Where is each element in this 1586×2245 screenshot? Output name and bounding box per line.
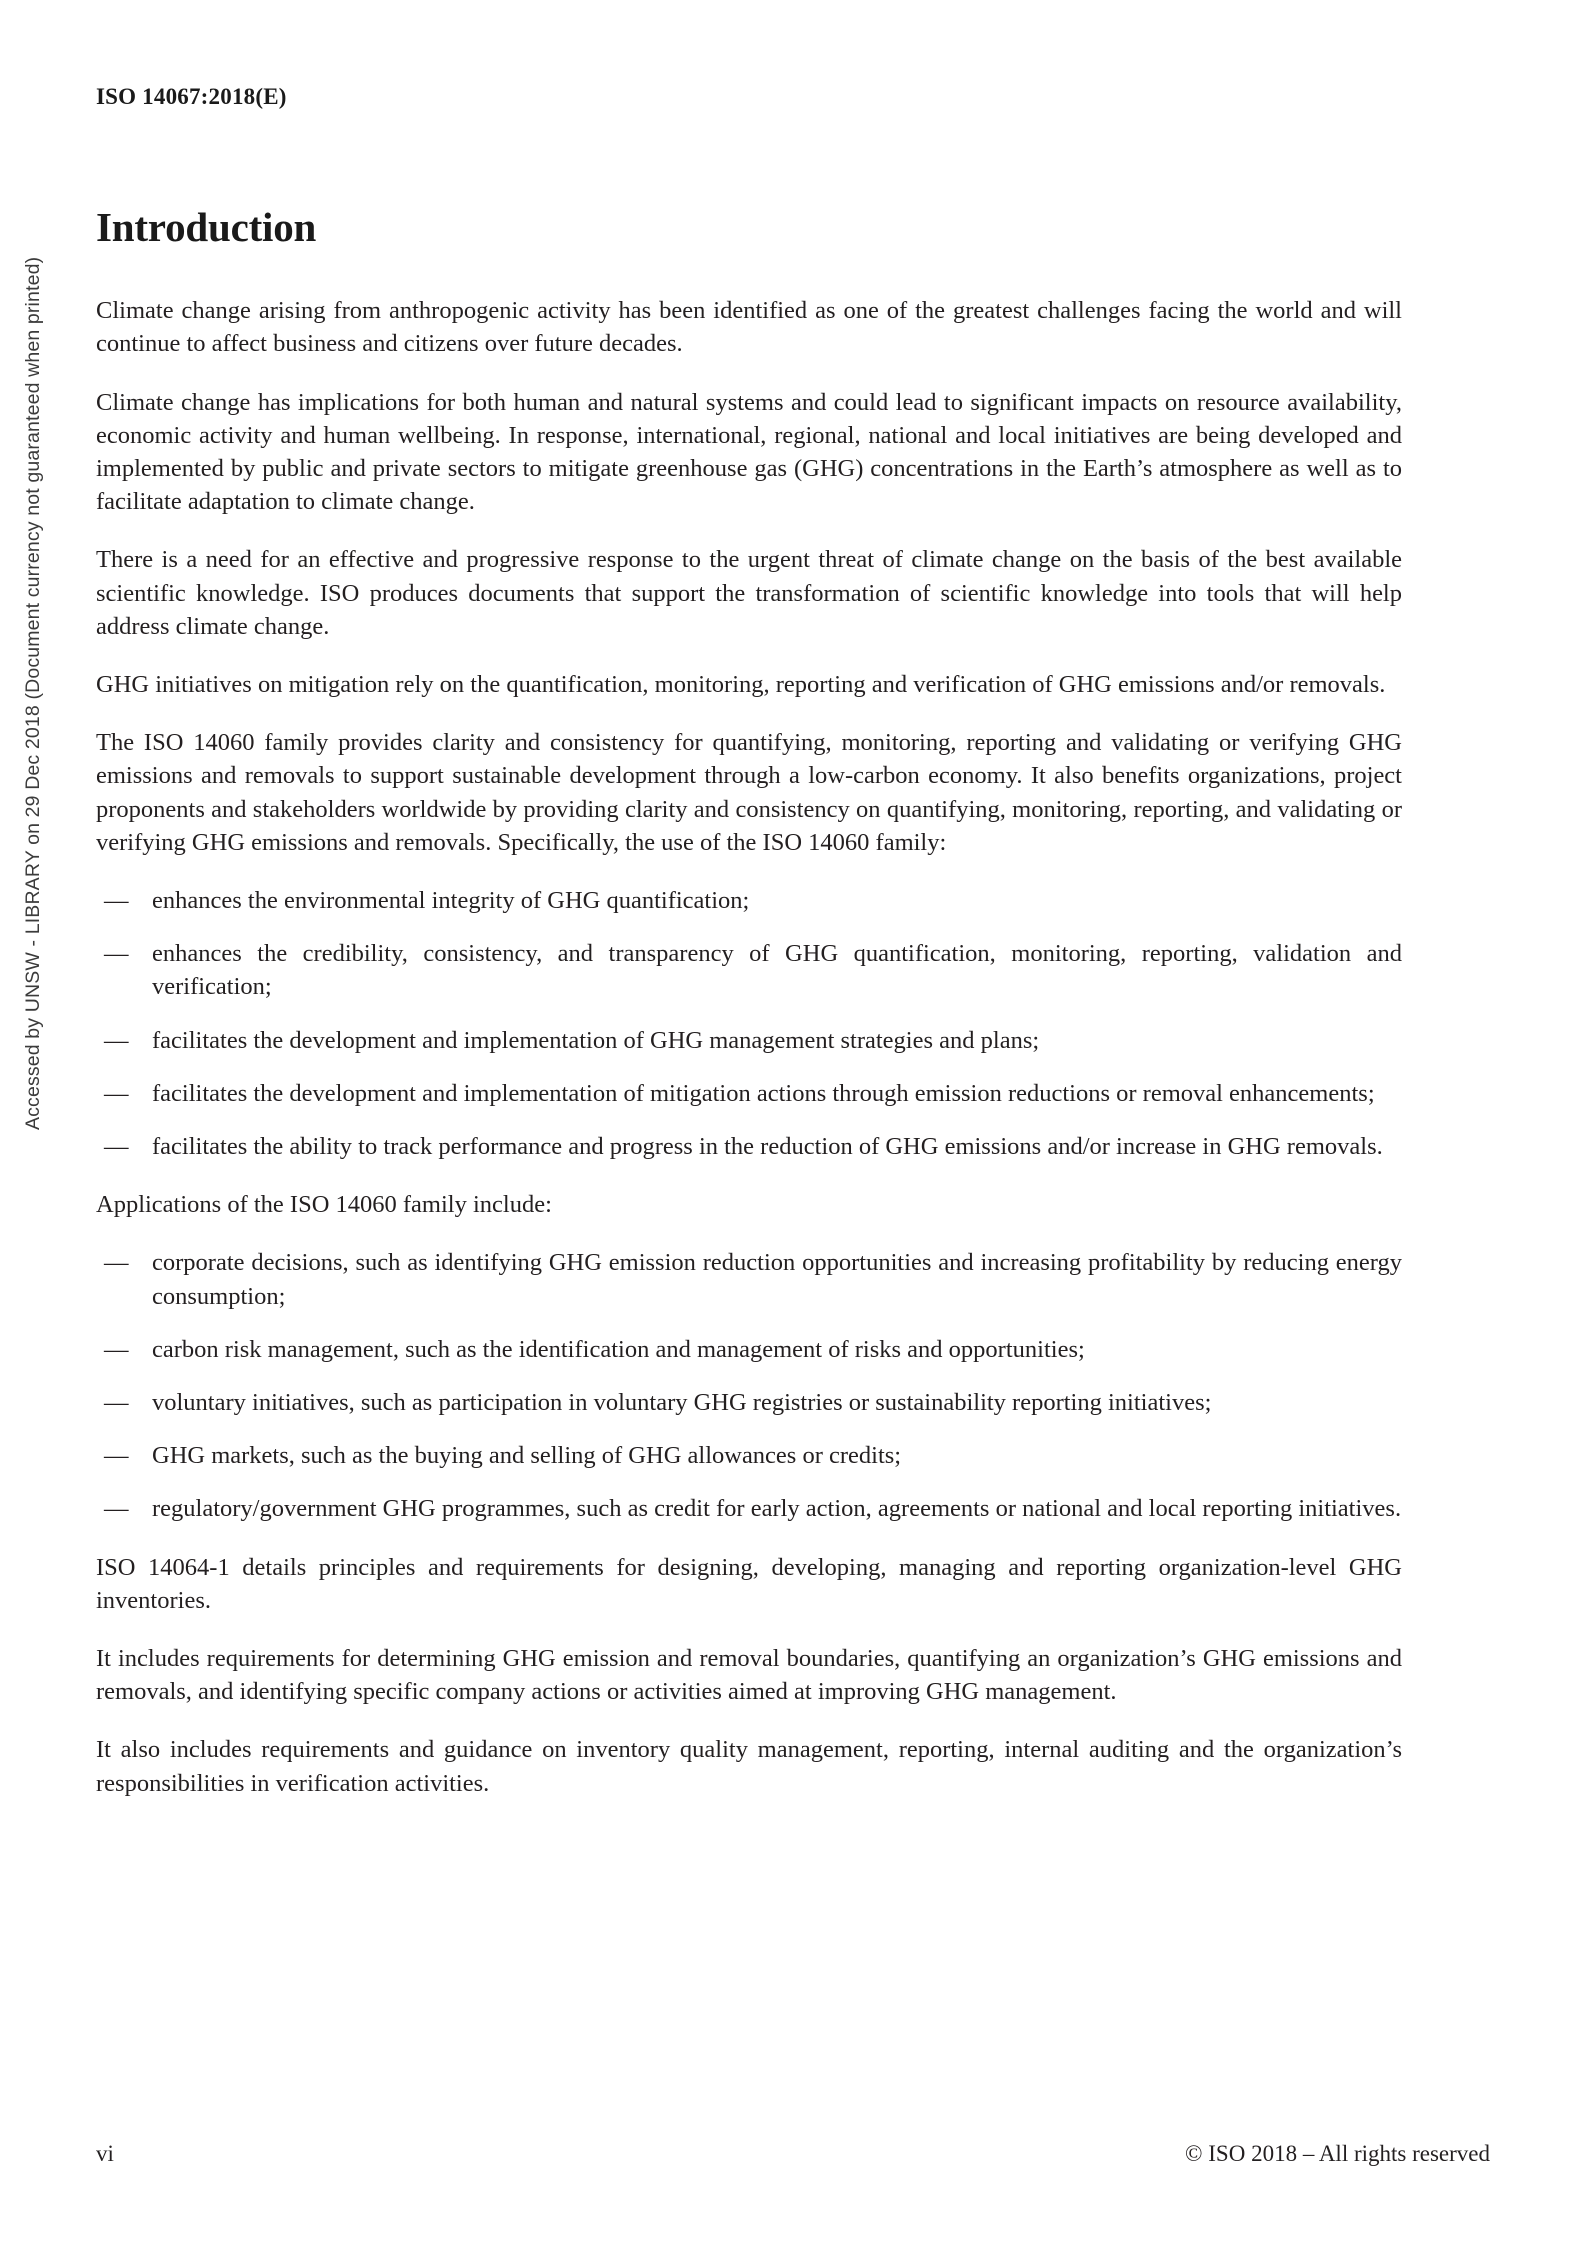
paragraph-applications-intro: Applications of the ISO 14060 family include: [96, 1191, 552, 1219]
list-item [96, 1077, 1402, 1110]
em-dash-bullet-icon: — [104, 1335, 129, 1363]
list-item [96, 1246, 1402, 1312]
list-item-label: carbon risk management, such as the identification and management of risks and opportunities; [152, 1335, 1085, 1363]
list-iso-14060-benefits [96, 884, 1402, 1163]
em-dash-bullet-icon: — [104, 886, 129, 914]
page-content [96, 205, 1402, 1825]
list-item-label: corporate decisions, such as identifying GHG emission reduction opportunities and increasing profitability by reducing energy consumption; [152, 1249, 1402, 1310]
list-item-label: enhances the credibility, consistency, and transparency of GHG quantification, monitoring, reporting, validation and verification; [152, 940, 1402, 1001]
em-dash-bullet-icon: — [104, 1026, 129, 1054]
paragraph-iso-14064-1: ISO 14064-1 details principles and requirements for designing, developing, managing and reporting organization-level GHG inventories. [96, 1553, 1402, 1614]
list-item-label: facilitates the development and implementation of GHG management strategies and plans; [152, 1026, 1040, 1054]
em-dash-bullet-icon: — [104, 1388, 129, 1416]
em-dash-bullet-icon: — [104, 1495, 129, 1523]
em-dash-bullet-icon: — [104, 1079, 129, 1107]
paragraph-also-includes-guidance: It also includes requirements and guidance on inventory quality management, reporting, internal auditing and the organization’s responsibilities in verification activities. [96, 1736, 1402, 1797]
access-watermark: Accessed by UNSW - LIBRARY on 29 Dec 2018 (Document currency not guaranteed when printed) [22, 256, 44, 1130]
list-item-label: facilitates the development and implementation of mitigation actions through emission reductions or removal enhancements; [152, 1079, 1375, 1107]
list-item-label: regulatory/government GHG programmes, such as credit for early action, agreements or national and local reporting initiatives. [152, 1495, 1402, 1523]
list-item [96, 1130, 1402, 1163]
list-item [96, 1024, 1402, 1057]
em-dash-bullet-icon: — [104, 1442, 129, 1470]
list-applications-block [96, 1246, 1402, 1525]
list-item [96, 1333, 1402, 1366]
document-header-standard-ref: ISO 14067:2018(E) [96, 84, 287, 109]
page-title: Introduction [96, 204, 317, 250]
paragraph-climate-change-challenge: Climate change arising from anthropogenic activity has been identified as one of the greatest challenges facing the world and will continue to affect business and citizens over future decades. [96, 297, 1402, 358]
page-footer [96, 2141, 1490, 2167]
paragraph-ghg-initiatives: GHG initiatives on mitigation rely on the quantification, monitoring, reporting and verification of GHG emissions and/or removals. [96, 670, 1386, 698]
list-item-label: enhances the environmental integrity of GHG quantification; [152, 886, 750, 914]
paragraph-includes-requirements: It includes requirements for determining GHG emission and removal boundaries, quantifying an organization’s GHG emissions and removals, and identifying specific company actions or activities aimed at improving GHG management. [96, 1644, 1402, 1706]
list-item-label: GHG markets, such as the buying and selling of GHG allowances or credits; [152, 1442, 902, 1470]
list-item [96, 1439, 1402, 1472]
list-benefits-block [96, 884, 1402, 1163]
paragraph-need-for-response: There is a need for an effective and progressive response to the urgent threat of climate change on the basis of the best available scientific knowledge. ISO produces documents that support the transformation of scientific knowledge into tools that will help address climate change. [96, 546, 1402, 640]
em-dash-bullet-icon: — [104, 940, 129, 968]
paragraph-climate-change-implications: Climate change has implications for both human and natural systems and could lead to significant impacts on resource availability, economic activity and human wellbeing. In response, international, regional, national and local initiatives are being developed and implemented by public and private sectors to mitigate greenhouse gas (GHG) concentrations in the Earth’s atmosphere as well as to facilitate adaptation to climate change. [96, 388, 1402, 516]
em-dash-bullet-icon: — [104, 1132, 129, 1160]
list-item [96, 1386, 1402, 1419]
em-dash-bullet-icon: — [104, 1249, 129, 1277]
list-item-label: voluntary initiatives, such as participation in voluntary GHG registries or sustainability reporting initiatives; [152, 1388, 1212, 1416]
list-item [96, 937, 1402, 1003]
list-iso-14060-applications [96, 1246, 1402, 1525]
copyright-notice: © ISO 2018 – All rights reserved [1185, 2141, 1490, 2166]
list-item [96, 1492, 1402, 1525]
paragraph-iso-14060-family: The ISO 14060 family provides clarity and consistency for quantifying, monitoring, reporting and validating or verifying GHG emissions and removals to support sustainable development through a low-carbon economy. It also benefits organizations, project proponents and stakeholders worldwide by providing clarity and consistency on quantifying, monitoring, reporting, and validating or verifying GHG emissions and removals. Specifically, the use of the ISO 14060 family: [96, 729, 1402, 856]
page-number: vi [96, 2141, 114, 2166]
list-item-label: facilitates the ability to track performance and progress in the reduction of GHG emissions and/or increase in GHG removals. [152, 1132, 1383, 1160]
list-item [96, 884, 1402, 917]
